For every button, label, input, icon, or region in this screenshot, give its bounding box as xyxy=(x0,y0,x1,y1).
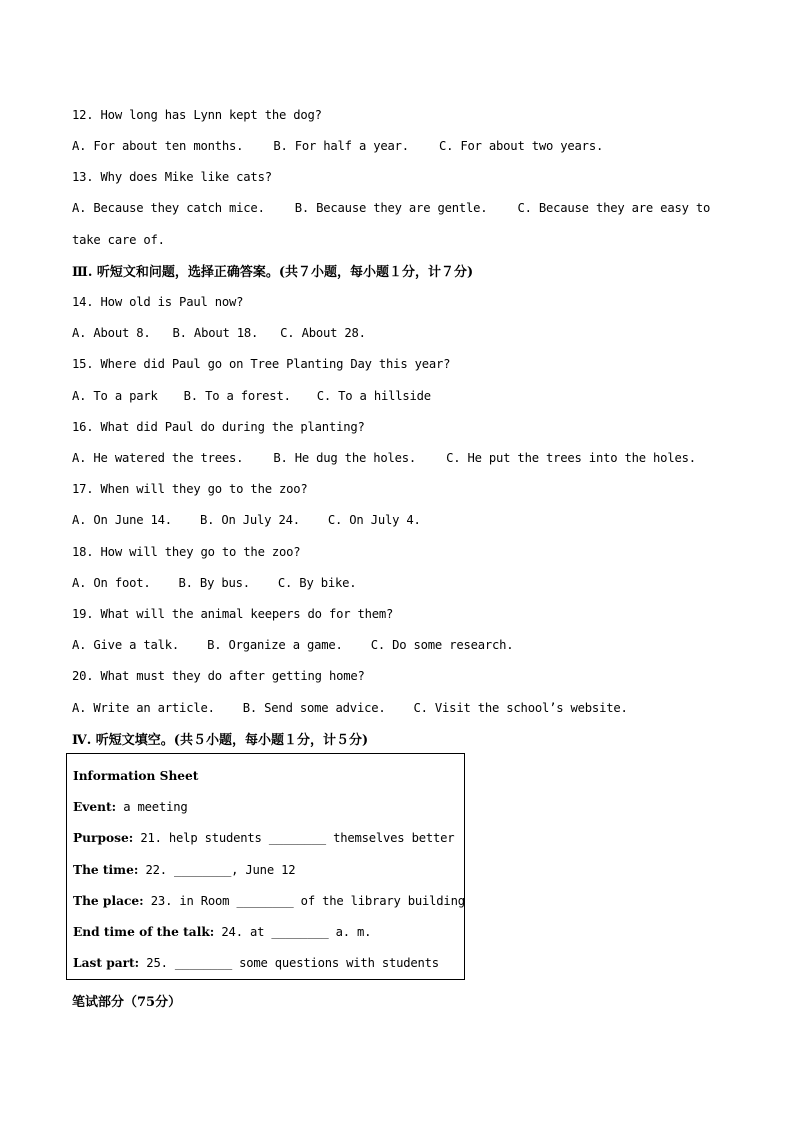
option-a: A. About 8. xyxy=(72,326,151,340)
info-value: 22. ________, June 12 xyxy=(138,863,296,877)
options-18 xyxy=(72,576,356,590)
section-4-heading: Ⅳ. 听短文填空。(共５小题，每小题１分，计５分) xyxy=(72,733,369,748)
option-b: B. Because they are gentle. xyxy=(294,201,488,215)
option-b: B. On July 24. xyxy=(199,513,300,527)
info-label: End time of the talk: xyxy=(73,925,215,939)
question-19: 19. What will the animal keepers do for them? xyxy=(72,607,394,621)
info-row-last-part xyxy=(73,956,439,970)
option-b: B. Send some advice. xyxy=(242,701,386,715)
option-c: C. He put the trees into the holes. xyxy=(446,451,696,465)
option-b: B. Organize a game. xyxy=(207,638,343,652)
options-19 xyxy=(72,638,513,652)
options-16 xyxy=(72,451,696,465)
question-18: 18. How will they go to the zoo? xyxy=(72,545,301,559)
option-c: C. On July 4. xyxy=(327,513,421,527)
question-14: 14. How old is Paul now? xyxy=(72,295,244,309)
option-a: A. Write an article. xyxy=(72,701,215,715)
option-b: B. He dug the holes. xyxy=(273,451,417,465)
info-label: Last part: xyxy=(73,956,140,970)
info-row-end-time xyxy=(73,925,371,939)
info-label: The place: xyxy=(73,894,144,908)
info-value: 24. at ________ a. m. xyxy=(214,925,372,939)
question-13: 13. Why does Mike like cats? xyxy=(72,170,272,184)
options-13 xyxy=(72,201,710,215)
options-15 xyxy=(72,389,431,403)
info-row-place xyxy=(73,894,465,908)
question-12: 12. How long has Lynn kept the dog? xyxy=(72,108,322,122)
option-b: B. By bus. xyxy=(178,576,250,590)
option-b: B. To a forest. xyxy=(183,389,291,403)
option-c-continued: take care of. xyxy=(72,233,165,247)
info-value: 23. in Room ________ of the library building xyxy=(143,894,465,908)
option-b: B. For half a year. xyxy=(273,139,409,153)
section-3-heading: Ⅲ. 听短文和问题，选择正确答案。(共７小题，每小题１分，计７分) xyxy=(72,265,474,280)
option-a: A. To a park xyxy=(72,389,158,403)
question-15: 15. Where did Paul go on Tree Planting Day this year? xyxy=(72,357,451,371)
option-a: A. Because they catch mice. xyxy=(72,201,265,215)
info-label: Purpose: xyxy=(73,831,134,845)
question-17: 17. When will they go to the zoo? xyxy=(72,482,308,496)
option-a: A. On June 14. xyxy=(72,513,172,527)
option-a: A. For about ten months. xyxy=(72,139,244,153)
info-value: 25. ________ some questions with students xyxy=(139,956,439,970)
option-a: A. Give a talk. xyxy=(72,638,180,652)
written-section-heading: 笔试部分（75分） xyxy=(72,995,182,1010)
option-c: C. Do some research. xyxy=(370,638,514,652)
question-16: 16. What did Paul do during the planting? xyxy=(72,420,365,434)
info-value: a meeting xyxy=(116,800,188,814)
option-c: C. Visit the school’s website. xyxy=(413,701,628,715)
option-b: B. About 18. xyxy=(172,326,259,340)
info-sheet-title: Information Sheet xyxy=(73,769,199,783)
info-label: Event: xyxy=(73,800,117,814)
info-row-purpose xyxy=(73,831,454,845)
option-c: C. By bike. xyxy=(277,576,357,590)
option-a: A. On foot. xyxy=(72,576,151,590)
option-a: A. He watered the trees. xyxy=(72,451,244,465)
options-20 xyxy=(72,701,628,715)
option-c: C. About 28. xyxy=(280,326,366,340)
info-value: 21. help students ________ themselves better xyxy=(133,831,455,845)
info-row-time xyxy=(73,863,295,877)
question-20: 20. What must they do after getting home? xyxy=(72,669,365,683)
info-label: The time: xyxy=(73,863,139,877)
info-row-event xyxy=(73,800,188,814)
option-c: C. To a hillside xyxy=(316,389,431,403)
options-14 xyxy=(72,326,366,340)
options-17 xyxy=(72,513,421,527)
information-sheet xyxy=(66,753,465,980)
options-12 xyxy=(72,139,603,153)
option-c: C. For about two years. xyxy=(438,139,604,153)
option-c: C. Because they are easy to xyxy=(517,201,711,215)
